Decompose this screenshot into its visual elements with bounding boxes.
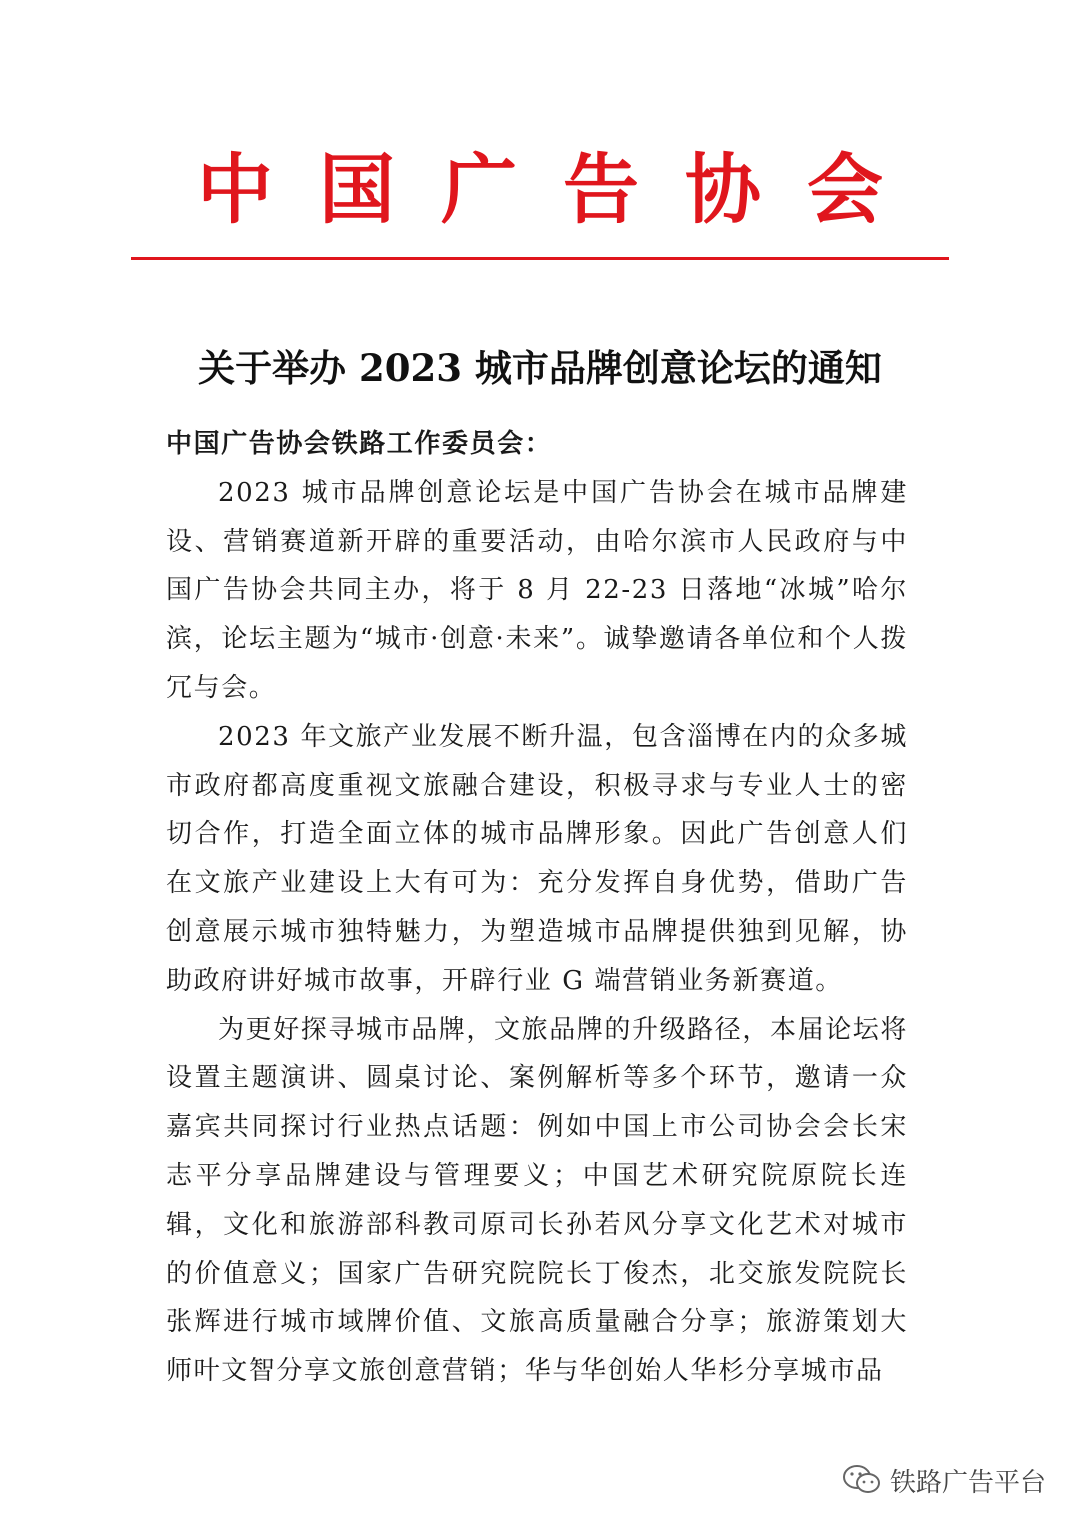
document-body [166, 420, 908, 1396]
wechat-icon [842, 1463, 882, 1497]
salutation: 中国广告协会铁路工作委员会： [166, 429, 553, 459]
paragraph-1: 2023 城市品牌创意论坛是中国广告协会在城市品牌建设、营销赛道新开辟的重要活动，由哈尔滨市人民政府与中国广告协会共同主办，将于 8 月 22-23 日落地“冰城”哈尔滨，论坛主题为“城市·创意·未来”。诚挚邀请各单位和个人拨冗与会。 [166, 477, 908, 703]
source-watermark [842, 1458, 1046, 1502]
paragraph-2: 2023 年文旅产业发展不断升温，包含淄博在内的众多城市政府都高度重视文旅融合建设，积极寻求与专业人士的密切合作，打造全面立体的城市品牌形象。因此广告创意人们在文旅产业建设上大有可为：充分发挥自身优势，借助广告创意展示城市独特魅力，为塑造城市品牌提供独到见解，协助政府讲好城市故事，开辟行业 G 端营销业务新赛道。 [166, 721, 908, 996]
header-divider [131, 257, 949, 260]
org-header-title: 中国广告协会 [197, 145, 929, 234]
watermark-text: 铁路广告平台 [889, 1467, 1046, 1498]
paragraph-3: 为更好探寻城市品牌，文旅品牌的升级路径，本届论坛将设置主题演讲、圆桌讨论、案例解析等多个环节，邀请一众嘉宾共同探讨行业热点话题：例如中国上市公司协会会长宋志平分享品牌建设与管理要义；中国艺术研究院原院长连辑，文化和旅游部科教司原司长孙若风分享文化艺术对城市的价值意义；国家广告研究院院长丁俊杰，北交旅发院院长张辉进行城市域牌价值、文旅高质量融合分享；旅游策划大师叶文智分享文旅创意营销；华与华创始人华杉分享城市品 [166, 1014, 909, 1387]
document-title: 关于举办 2023 城市品牌创意论坛的通知 [198, 346, 882, 390]
